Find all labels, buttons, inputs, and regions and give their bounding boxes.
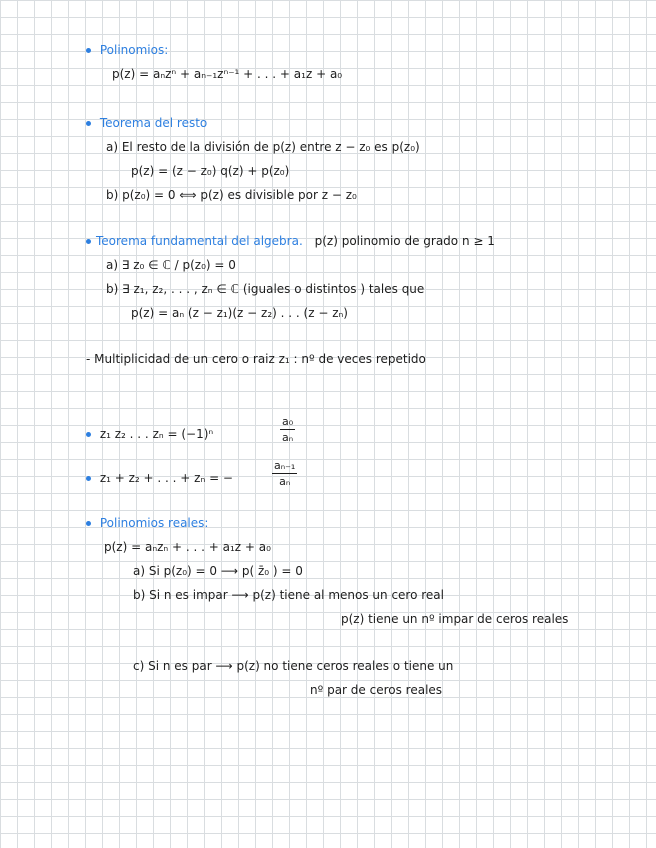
heading-polinomios [86,42,168,58]
producto-raices [86,426,213,442]
fundamental-item-b-formula: p(z) = aₙ (z − z₁)(z − z₂) . . . (z − zₙ) [131,306,348,320]
producto-fraction-numerator: a₀ [282,415,294,428]
suma-raices-lhs: z₁ + z₂ + . . . + zₙ = − [99,471,233,485]
heading-teorema-fundamental-text: Teorema fundamental del algebra. [86,233,303,249]
resto-item-a: a) El resto de la división de p(z) entre z − z₀ es p(z₀) [106,140,420,154]
heading-teorema-resto-text: Teorema del resto [99,116,208,130]
suma-raices [86,470,233,486]
multiplicidad-line: - Multiplicidad de un cero o raiz z₁ : nº de veces repetido [86,352,426,366]
heading-teorema-resto [86,115,207,131]
heading-teorema-fundamental [86,233,495,249]
reales-item-b-cont: p(z) tiene un nº impar de ceros reales [341,612,569,626]
reales-item-a: a) Si p(z₀) = 0 ⟶ p( z̄₀ ) = 0 [133,564,303,578]
fundamental-item-a: a) ∃ z₀ ∈ ℂ / p(z₀) = 0 [106,258,236,272]
suma-fraction-numerator: aₙ₋₁ [274,459,296,472]
reales-item-b: b) Si n es impar ⟶ p(z) tiene al menos un cero real [133,588,444,602]
producto-raices-fraction [280,415,295,444]
heading-polinomios-text: Polinomios: [99,43,169,57]
fundamental-grado-text: p(z) polinomio de grado n ≥ 1 [314,234,495,248]
suma-fraction-denominator: aₙ [279,475,291,488]
reales-item-c-cont: nº par de ceros reales [310,683,443,697]
suma-raices-fraction [272,459,297,488]
producto-raices-lhs: z₁ z₂ . . . zₙ = (−1)ⁿ [99,427,214,441]
heading-polinomios-reales-text: Polinomios reales: [99,516,209,530]
resto-item-a-formula: p(z) = (z − z₀) q(z) + p(z₀) [131,164,290,178]
polinomio-general-formula: p(z) = aₙzⁿ + aₙ₋₁zⁿ⁻¹ + . . . + a₁z + a₀ [112,67,343,81]
producto-fraction-denominator: aₙ [282,431,294,444]
reales-formula: p(z) = aₙzₙ + . . . + a₁z + a₀ [104,540,271,554]
heading-polinomios-reales [86,515,208,531]
resto-item-b: b) p(z₀) = 0 ⟺ p(z) es divisible por z − z₀ [106,188,357,202]
reales-item-c: c) Si n es par ⟶ p(z) no tiene ceros reales o tiene un [133,659,454,673]
fundamental-item-b: b) ∃ z₁, z₂, . . . , zₙ ∈ ℂ (iguales o distintos ) tales que [106,282,425,296]
